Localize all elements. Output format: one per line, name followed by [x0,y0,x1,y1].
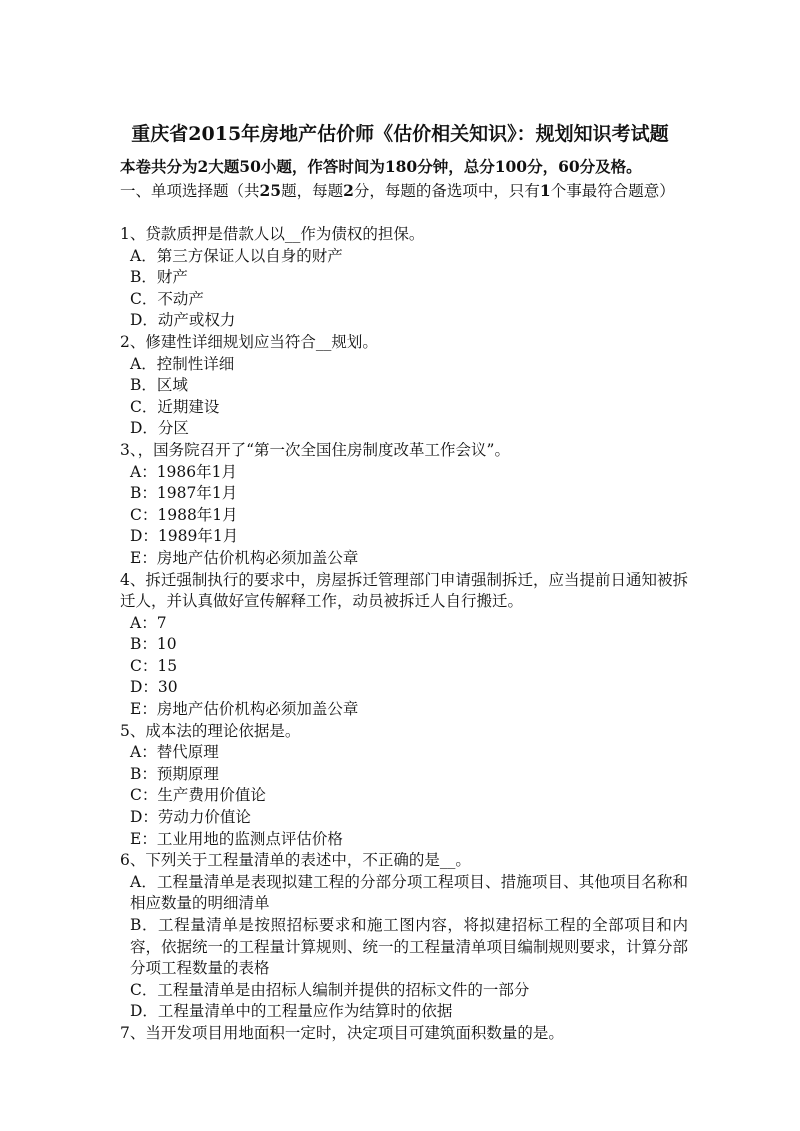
answer-option: D：30 [130,678,178,697]
answer-option: B：10 [130,635,177,654]
question-stem: 3、，国务院召开了“第一次全国住房制度改革工作会议”。 [120,440,510,459]
answer-option: A：7 [130,613,167,632]
section-heading-mid1: 题，每题 [281,182,344,200]
section-question-score: 2 [343,181,354,200]
question-stem: 7、当开发项目用地面积一定时，决定项目可建筑面积数量的是。 [120,1023,564,1042]
answer-option: C：1988年1月 [130,505,238,524]
section-heading-suffix: 个事最符合题意） [550,182,675,200]
answer-option: C．近期建设 [130,397,220,416]
answer-option: A．控制性详细 [130,354,235,373]
answer-option: C：15 [130,656,178,675]
answer-option: B．区域 [130,376,188,395]
answer-option: E：房地产估价机构必须加盖公章 [130,700,359,719]
answer-option: B．工程量清单是按照招标要求和施工图内容，将拟建招标工程的全部项目和内容，依据统一的工程量计算规则、统一的工程量清单项目编制规则要求，计算分部分项工程数量的表格 [130,916,689,978]
question-stem: 4、拆迁强制执行的要求中，房屋拆迁管理部门申请强制拆迁，应当提前日通知被拆迁人，并认真做好宣传解释工作，动员被拆迁人自行搬迁。 [120,570,688,611]
question-stem: 6、下列关于工程量清单的表述中，不正确的是__。 [120,851,471,870]
answer-option: C：生产费用价值论 [130,786,266,805]
question-list [120,224,688,1045]
answer-option: D．工程量清单中的工程量应作为结算时的依据 [130,1002,453,1021]
answer-option: B：预期原理 [130,764,219,783]
answer-option: E：工业用地的监测点评估价格 [130,829,343,848]
answer-option: D：1989年1月 [130,527,239,546]
answer-option: A．工程量清单是表现拟建工程的分部分项工程项目、措施项目、其他项目名称和相应数量的明细清单 [130,872,688,913]
answer-option: C．不动产 [130,289,204,308]
answer-option: A：替代原理 [130,743,219,762]
section-heading [120,180,688,203]
section-heading-prefix: 一、单项选择题（共 [120,182,260,200]
exam-intro: 本卷共分为2大题50小题，作答时间为180分钟，总分100分，60分及格。 [120,157,642,176]
answer-option: D．分区 [130,419,189,438]
answer-option: B．财产 [130,268,188,287]
section-correct-count: 1 [539,181,551,200]
answer-option: E：房地产估价机构必须加盖公章 [130,548,359,567]
question-stem: 2、修建性详细规划应当符合__规划。 [120,332,378,351]
answer-option: D．动产或权力 [130,311,236,330]
answer-option: B：1987年1月 [130,484,238,503]
answer-option: A．第三方保证人以自身的财产 [130,246,343,265]
answer-option: C．工程量清单是由招标人编制并提供的招标文件的一部分 [130,980,530,999]
answer-option: D：劳动力价值论 [130,808,251,827]
question-stem: 1、贷款质押是借款人以__作为债权的担保。 [120,225,425,243]
document-title: 重庆省2015年房地产估价师《估价相关知识》：规划知识考试题 [131,123,669,145]
section-heading-mid2: 分，每题的备选项中，只有 [353,182,540,200]
question-stem: 5、成本法的理论依据是。 [120,721,301,740]
answer-option: A：1986年1月 [130,462,238,481]
section-question-count: 25 [259,181,282,200]
